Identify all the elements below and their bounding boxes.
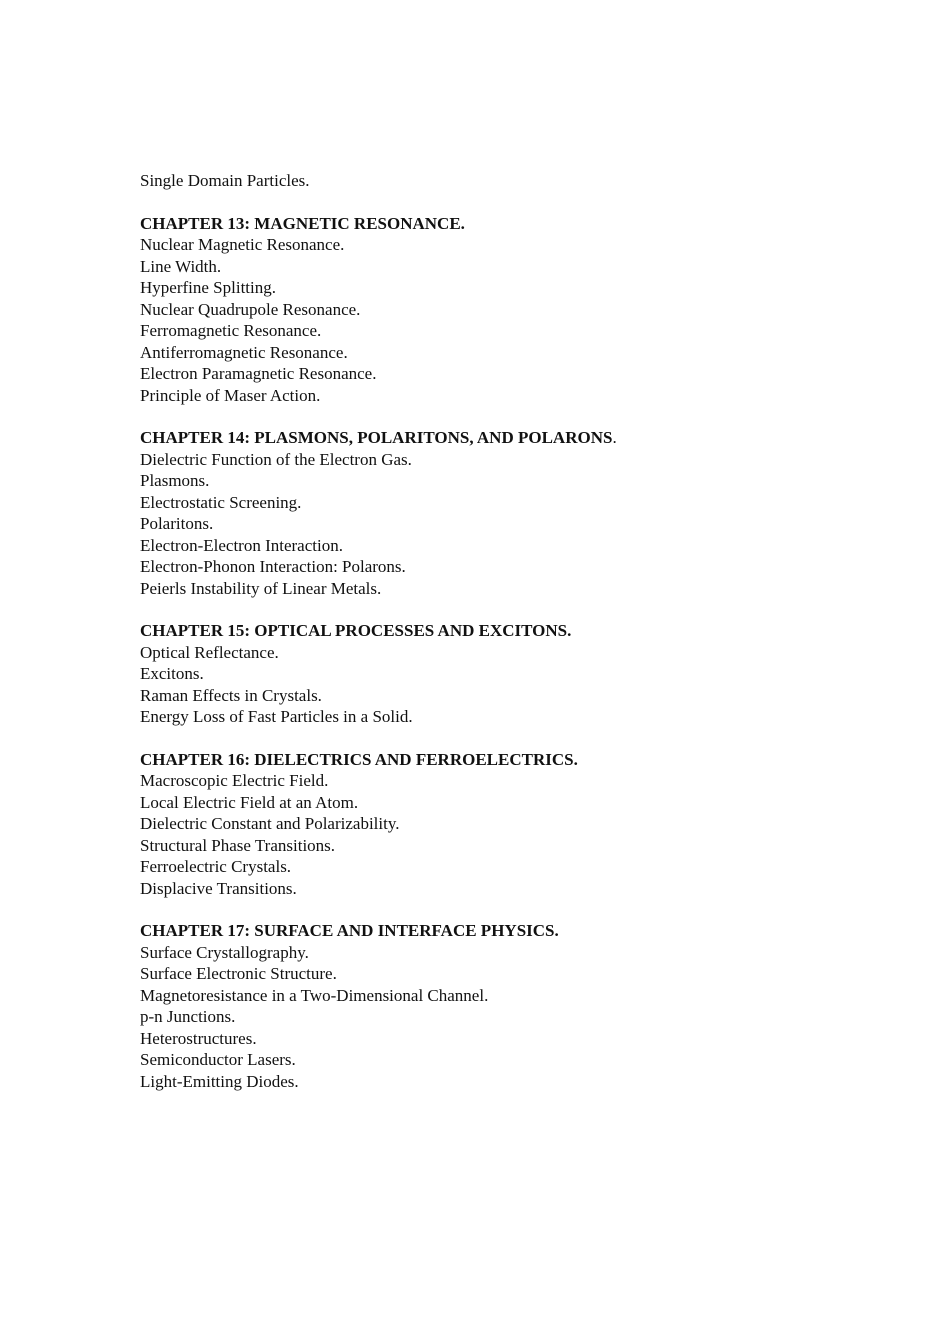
section-entry: Surface Crystallography. [140, 942, 309, 962]
chapter-section [140, 620, 900, 728]
section-entry: Excitons. [140, 664, 204, 683]
section-entry: p-n Junctions. [140, 1007, 236, 1026]
section-entry: Optical Reflectance. [140, 642, 279, 662]
section-entry: Energy Loss of Fast Particles in a Solid. [140, 707, 413, 726]
chapter-list [140, 213, 900, 1093]
section-entry: Ferroelectric Crystals. [140, 857, 292, 876]
chapter-title: CHAPTER 17: SURFACE AND INTERFACE PHYSICS. [140, 921, 559, 940]
chapter-section [140, 749, 900, 900]
section-entry: Nuclear Quadrupole Resonance. [140, 299, 361, 319]
section-entry: Surface Electronic Structure. [140, 964, 337, 983]
section-entry: Local Electric Field at an Atom. [140, 792, 359, 812]
section-entry: Peierls Instability of Linear Metals. [140, 578, 382, 598]
section-entry: Hyperfine Splitting. [140, 278, 276, 297]
chapter-heading [140, 213, 900, 235]
section-entry: Line Width. [140, 256, 222, 276]
chapter-title: CHAPTER 16: DIELECTRICS AND FERROELECTRICS. [140, 749, 578, 769]
chapter-section [140, 427, 900, 599]
section-entry: Electron Paramagnetic Resonance. [140, 364, 377, 383]
section-entry: Antiferromagnetic Resonance. [140, 342, 348, 362]
chapter-title: CHAPTER 14: PLASMONS, POLARITONS, AND POLARONS [140, 428, 613, 447]
chapter-heading [140, 749, 900, 771]
section-entry: Plasmons. [140, 471, 210, 490]
section-entry: Light-Emitting Diodes. [140, 1071, 299, 1091]
section-entry: Principle of Maser Action. [140, 385, 321, 405]
section-entry: Dielectric Constant and Polarizability. [140, 814, 400, 833]
preamble [140, 170, 900, 192]
chapter-heading [140, 920, 900, 942]
section-entry: Polaritons. [140, 514, 214, 533]
section-entry: Displacive Transitions. [140, 878, 297, 898]
section-entry: Ferromagnetic Resonance. [140, 321, 322, 340]
chapter-section [140, 213, 900, 407]
chapter-section [140, 920, 900, 1092]
chapter-heading [140, 620, 900, 642]
section-entry: Nuclear Magnetic Resonance. [140, 235, 345, 254]
chapter-title: CHAPTER 15: OPTICAL PROCESSES AND EXCITONS. [140, 621, 572, 640]
section-entry: Structural Phase Transitions. [140, 835, 336, 855]
preamble-line: Single Domain Particles. [140, 171, 310, 190]
section-entry: Magnetoresistance in a Two-Dimensional Channel. [140, 985, 489, 1005]
chapter-title-trail: . [612, 428, 617, 447]
section-entry: Electron-Phonon Interaction: Polarons. [140, 557, 406, 576]
section-entry: Semiconductor Lasers. [140, 1050, 296, 1069]
chapter-title: CHAPTER 13: MAGNETIC RESONANCE. [140, 213, 465, 233]
section-entry: Dielectric Function of the Electron Gas. [140, 449, 412, 469]
section-entry: Raman Effects in Crystals. [140, 685, 322, 705]
document-page [140, 170, 900, 1092]
section-entry: Macroscopic Electric Field. [140, 771, 329, 790]
section-entry: Heterostructures. [140, 1028, 257, 1048]
section-entry: Electrostatic Screening. [140, 492, 302, 512]
section-entry: Electron-Electron Interaction. [140, 535, 343, 555]
chapter-heading [140, 427, 900, 449]
